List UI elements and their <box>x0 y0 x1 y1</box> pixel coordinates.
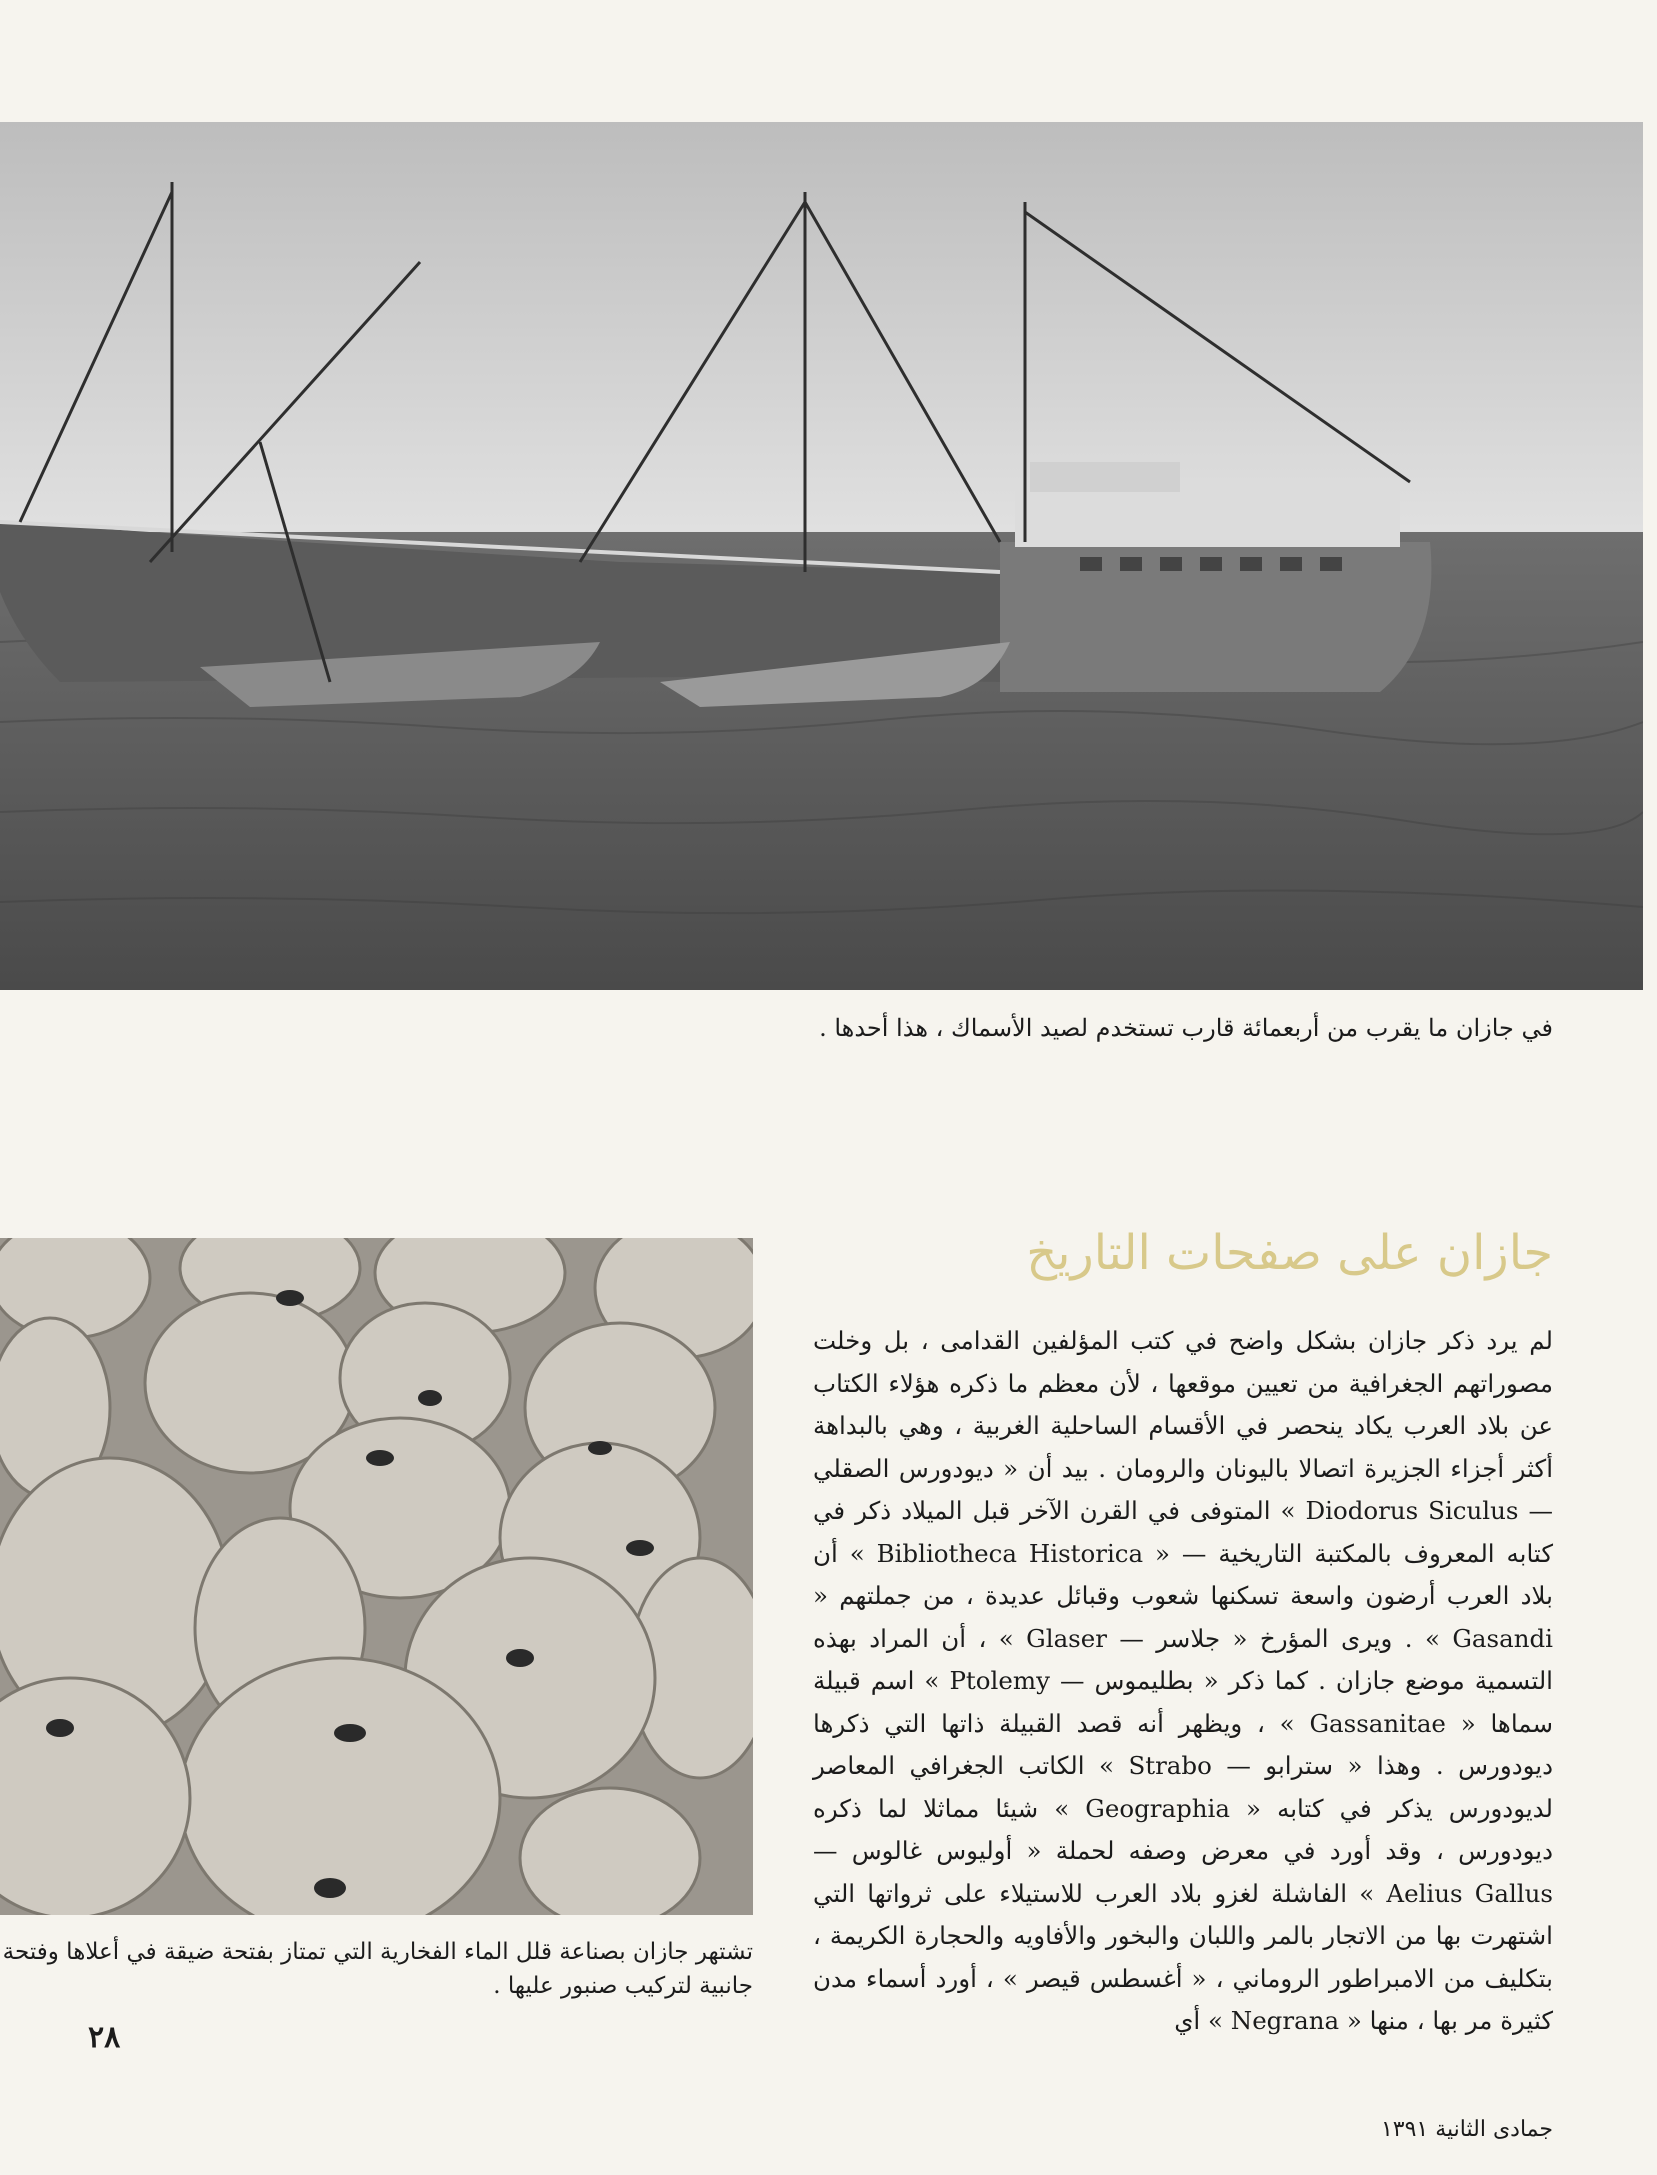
bottom-photo-caption: تشتهر جازان بصناعة قلل الماء الفخارية التي تمتاز بفتحة ضيقة في أعلاها وفتحة جانبية لتركيب صنبور عليها . <box>2 1939 753 1999</box>
article-body <box>813 1320 1553 2043</box>
issue-date-footer: جمادى الثانية ١٣٩١ <box>1380 2117 1553 2142</box>
article-title: جازان على صفحات التاريخ <box>1026 1225 1553 1281</box>
page-number: ٢٨ <box>88 2020 121 2055</box>
fishing-boat-photo <box>0 122 1643 990</box>
article-paragraph: لم يرد ذكر جازان بشكل واضح في كتب المؤلفين القدامى ، بل وخلت مصوراتهم الجغرافية من تعيين موقعها ، لأن معظم ما ذكره هؤلاء الكتاب عن بلاد العرب يكاد ينحصر في الأقسام الساحلية الغربية ، وهي بالبداهة أكثر أجزاء الجزيرة اتصالا باليونان والرومان . بيد أن « ديودورس الصقلي — Diodorus Siculus » المتوفى في القرن الآخر قبل الميلاد ذكر في كتابه المعروف بالمكتبة التاريخية — « Bibliotheca Historica » أن بلاد العرب أرضون واسعة تسكنها شعوب وقبائل عديدة ، من جملتهم « Gasandi » . ويرى المؤرخ « جلاسر — Glaser » ، أن المراد بهذه التسمية موضع جازان . كما ذكر « بطليموس — Ptolemy » اسم قبيلة سماها « Gassanitae » ، ويظهر أنه قصد القبيلة ذاتها التي ذكرها ديودورس . وهذا « سترابو — Strabo » الكاتب الجغرافي المعاصر لديودورس يذكر في كتابه « Geographia » شيئا مماثلا لما ذكره ديودورس ، وقد أورد في معرض وصفه لحملة « أوليوس غالوس — Aelius Gallus » الفاشلة لغزو بلاد العرب للاستيلاء على ثرواتها التي اشتهرت بها من الاتجار بالمر واللبان والبخور والأفاويه والحجارة الكريمة ، بتكليف من الامبراطور الروماني ، « أغسطس قيصر » ، أورد أسماء مدن كثيرة مر بها ، منها « Negrana » أي <box>813 1326 1553 2035</box>
top-photo-caption: في جازان ما يقرب من أربعمائة قارب تستخدم لصيد الأسماك ، هذا أحدها . <box>819 1014 1553 1042</box>
clay-water-jars-photo <box>0 1238 753 1915</box>
